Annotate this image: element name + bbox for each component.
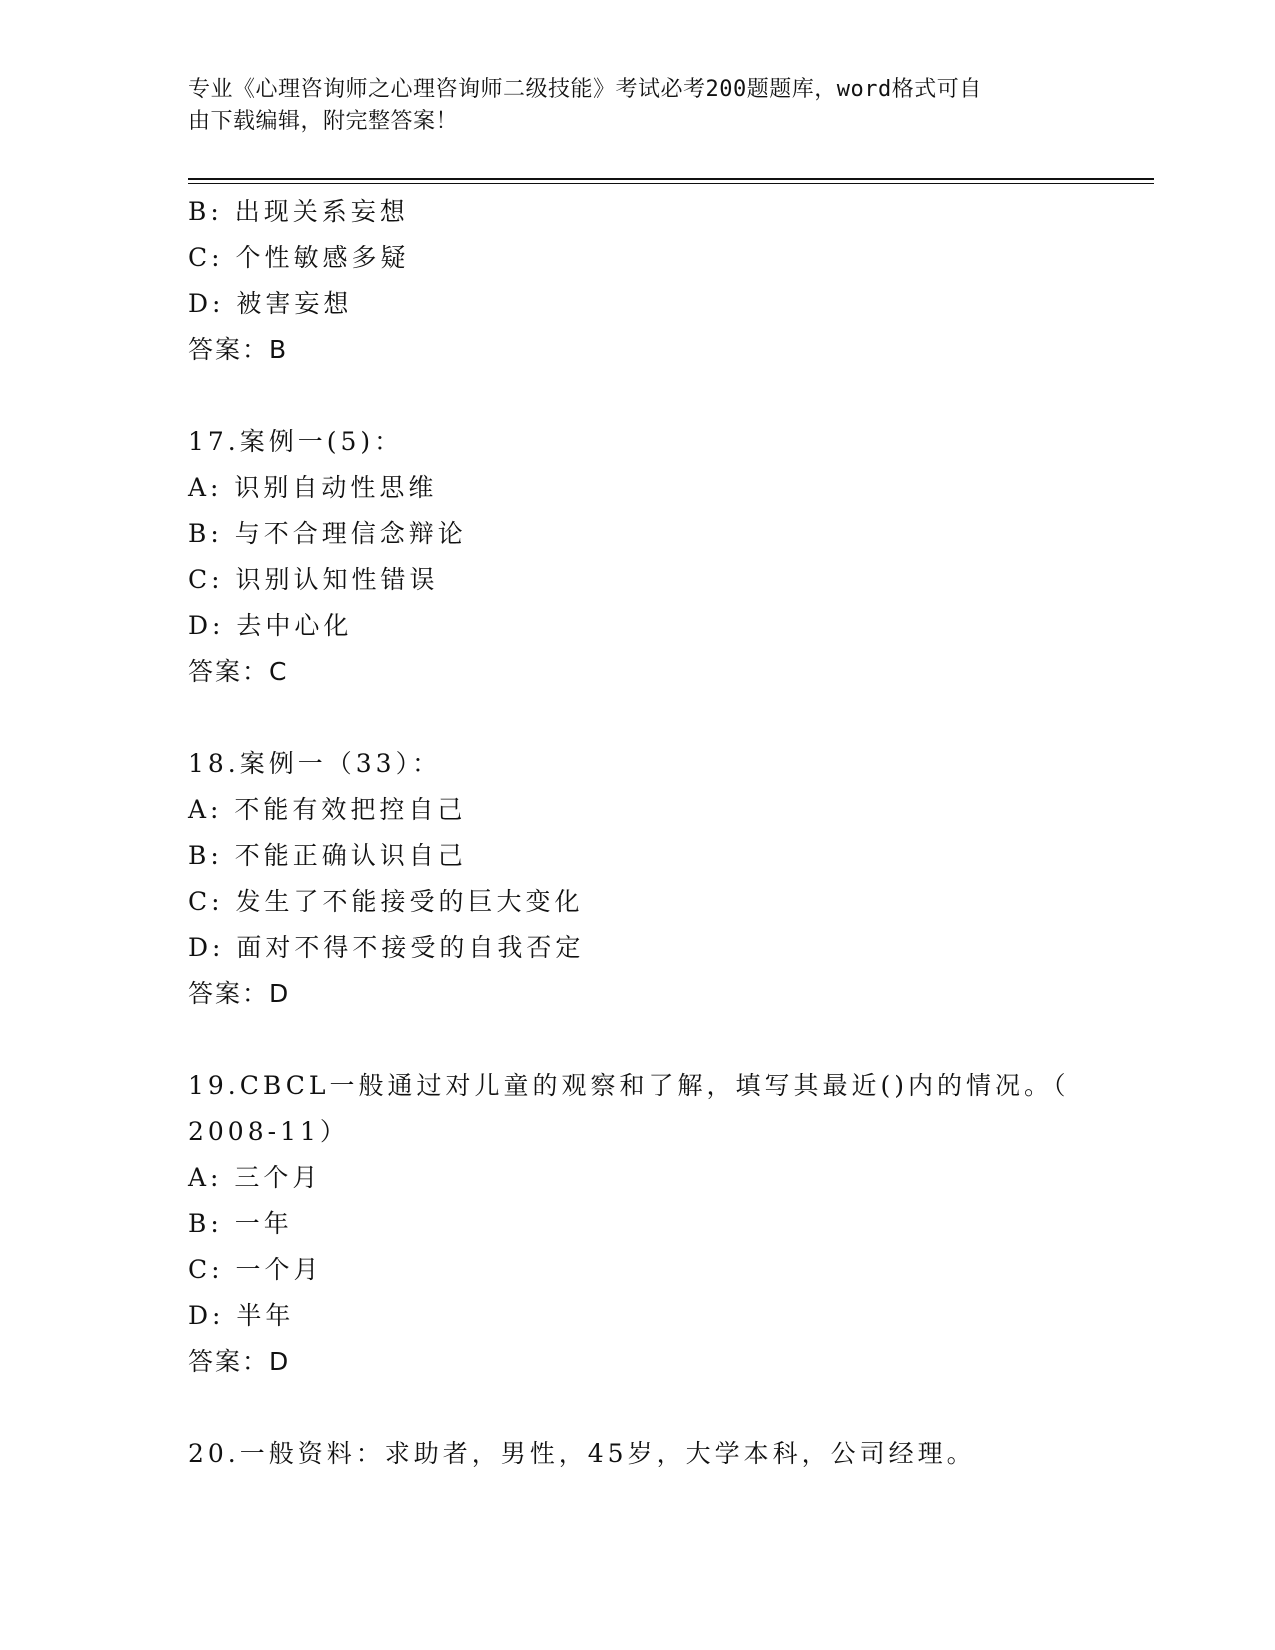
option-b: B: 与不合理信念辩论: [188, 519, 467, 548]
question-list: [188, 189, 1088, 1477]
option-c: C: 一个月: [188, 1255, 323, 1284]
question-19: [188, 1063, 1088, 1385]
answer: 答案：D: [188, 1347, 291, 1376]
option-d: D: 半年: [188, 1301, 295, 1330]
question-16: [188, 189, 1088, 373]
option-d: D: 去中心化: [188, 611, 353, 640]
header-divider-thin: [188, 183, 1154, 184]
option-b: B: 一年: [188, 1209, 293, 1238]
answer: 答案：D: [188, 979, 291, 1008]
question-text: 17.案例一(5)：: [188, 427, 404, 456]
question-17: [188, 419, 1088, 695]
spacer: [188, 1017, 1088, 1063]
spacer: [188, 373, 1088, 419]
answer: 答案：C: [188, 657, 289, 686]
option-b: B: 出现关系妄想: [188, 197, 409, 226]
question-20: [188, 1431, 1088, 1477]
question-text: 18.案例一（33）：: [188, 749, 442, 778]
option-a: A: 不能有效把控自己: [188, 795, 467, 824]
option-a: A: 识别自动性思维: [188, 473, 438, 502]
option-d: D: 被害妄想: [188, 289, 353, 318]
option-a: A: 三个月: [188, 1163, 322, 1192]
spacer: [188, 1385, 1088, 1431]
question-text: 20.一般资料：求助者，男性，45岁，大学本科，公司经理。: [188, 1439, 976, 1468]
option-b: B: 不能正确认识自己: [188, 841, 467, 870]
question-text-line-1: 19.CBCL一般通过对儿童的观察和了解，填写其最近()内的情况。（: [188, 1071, 1070, 1100]
question-text-line-2: 2008-11）: [188, 1117, 349, 1146]
option-c: C: 识别认知性错误: [188, 565, 439, 594]
option-c: C: 发生了不能接受的巨大变化: [188, 887, 584, 916]
spacer: [188, 695, 1088, 741]
option-c: C: 个性敏感多疑: [188, 243, 410, 272]
document-header: [188, 74, 1088, 138]
header-divider-thick: [188, 178, 1154, 180]
header-line-1: 专业《心理咨询师之心理咨询师二级技能》考试必考200题题库，word格式可自: [188, 77, 982, 102]
option-d: D: 面对不得不接受的自我否定: [188, 933, 585, 962]
answer: 答案：B: [188, 335, 289, 364]
header-line-2: 由下载编辑，附完整答案！: [188, 109, 459, 134]
question-18: [188, 741, 1088, 1017]
